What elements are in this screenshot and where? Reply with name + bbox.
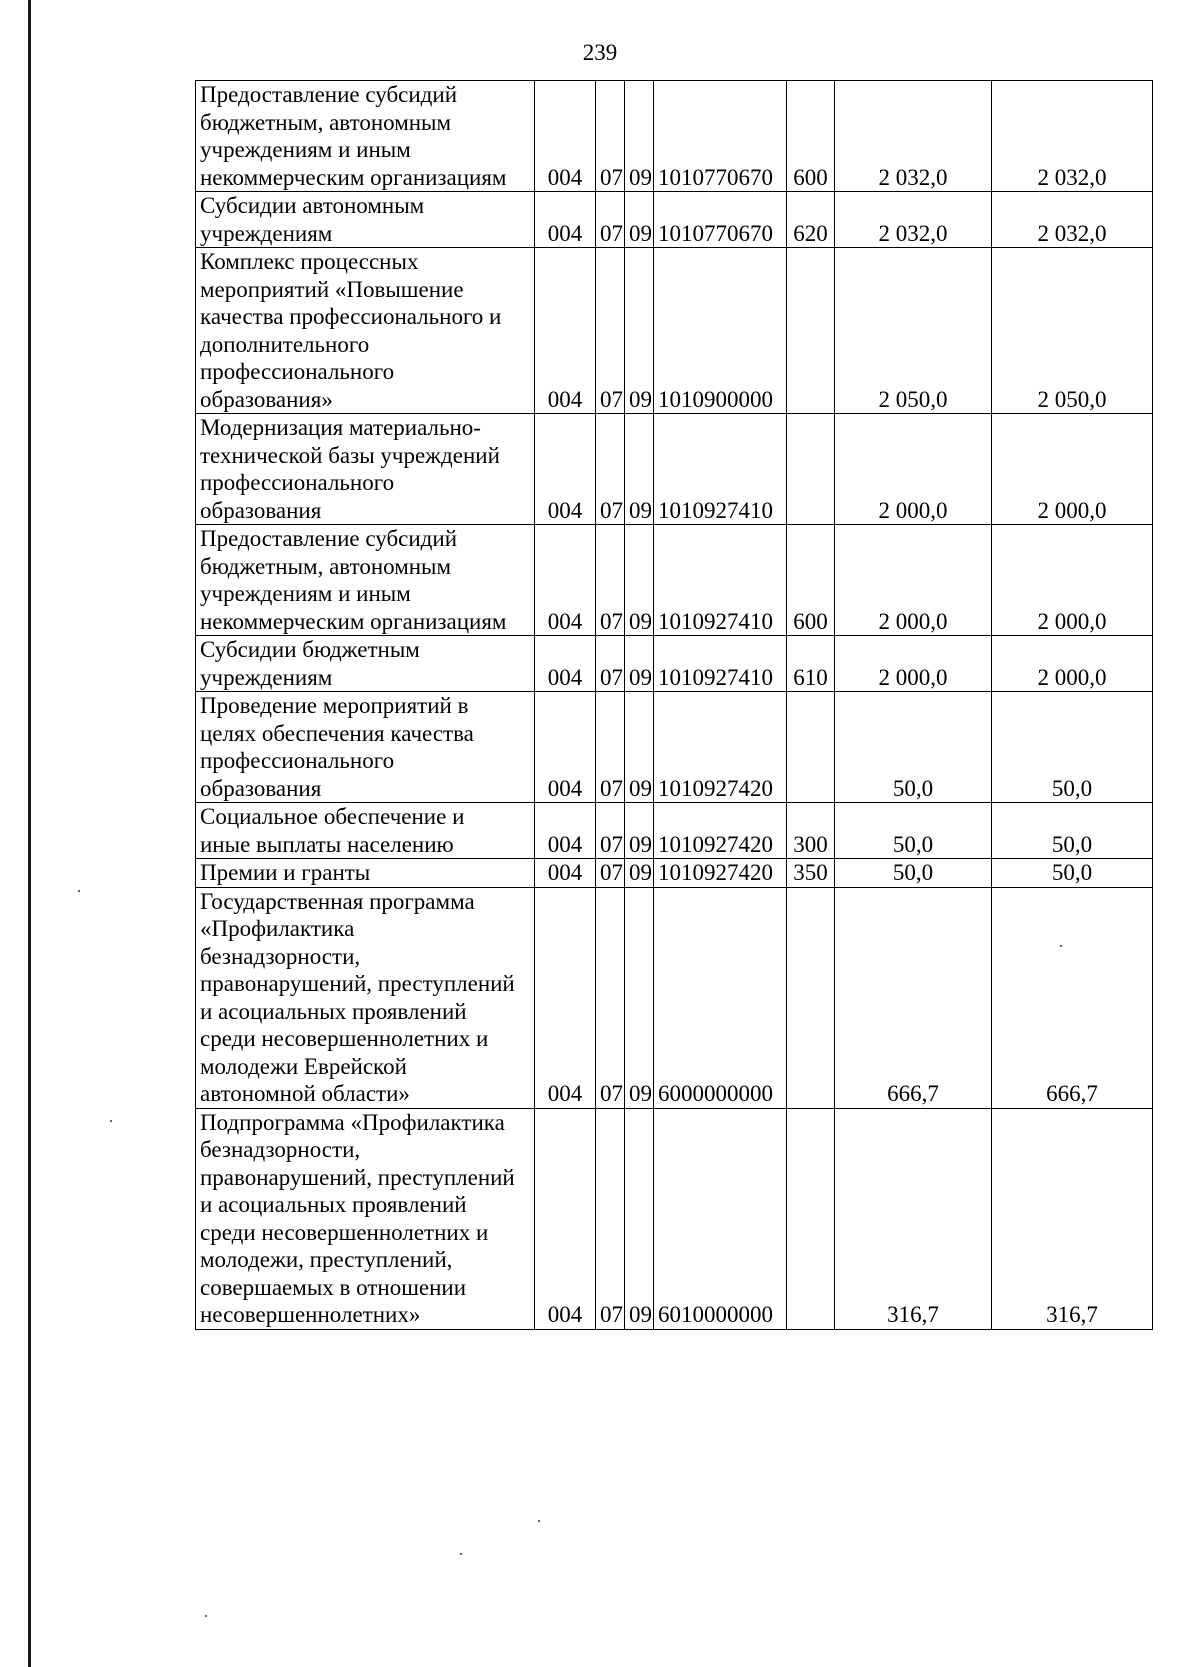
table-row	[196, 636, 1153, 692]
row-name-cell: Субсидии бюджетным учреждениям	[196, 636, 535, 692]
target-article-cell: 6000000000	[654, 887, 787, 1108]
grbs-code-cell: 004	[535, 81, 596, 192]
subsection-code-cell: 09	[625, 414, 654, 525]
table-row	[196, 525, 1153, 636]
amount-2-cell: 666,7	[992, 887, 1153, 1108]
table-row	[196, 859, 1153, 888]
amount-1-cell: 50,0	[835, 692, 992, 803]
table-row	[196, 81, 1153, 192]
table-row	[196, 692, 1153, 803]
expense-type-cell	[787, 887, 835, 1108]
scan-speck	[110, 1120, 112, 1122]
subsection-code-cell: 09	[625, 887, 654, 1108]
subsection-code-cell: 09	[625, 192, 654, 248]
scan-speck	[1060, 945, 1062, 947]
row-name-cell: Подпрограмма «Профилактика безнадзорности, правонарушений, преступлений и асоциальных проявлений среди несовершеннолетних и молодежи, преступлений, совершаемых в отношении несовершеннолетних»	[196, 1108, 535, 1329]
section-code-cell: 07	[596, 1108, 625, 1329]
expense-type-cell	[787, 248, 835, 414]
row-name-cell: Предоставление субсидий бюджетным, автономным учреждениям и иным некоммерческим организациям	[196, 525, 535, 636]
subsection-code-cell: 09	[625, 248, 654, 414]
row-name-cell: Социальное обеспечение и иные выплаты населению	[196, 803, 535, 859]
target-article-cell: 1010927420	[654, 692, 787, 803]
grbs-code-cell: 004	[535, 636, 596, 692]
target-article-cell: 1010900000	[654, 248, 787, 414]
table-row	[196, 192, 1153, 248]
amount-2-cell: 50,0	[992, 859, 1153, 888]
grbs-code-cell: 004	[535, 887, 596, 1108]
target-article-cell: 1010770670	[654, 81, 787, 192]
table-row	[196, 1108, 1153, 1329]
amount-2-cell: 316,7	[992, 1108, 1153, 1329]
table-row	[196, 414, 1153, 525]
section-code-cell: 07	[596, 859, 625, 888]
target-article-cell: 6010000000	[654, 1108, 787, 1329]
table-row	[196, 887, 1153, 1108]
grbs-code-cell: 004	[535, 1108, 596, 1329]
grbs-code-cell: 004	[535, 248, 596, 414]
amount-2-cell: 2 000,0	[992, 636, 1153, 692]
subsection-code-cell: 09	[625, 859, 654, 888]
grbs-code-cell: 004	[535, 525, 596, 636]
subsection-code-cell: 09	[625, 636, 654, 692]
section-code-cell: 07	[596, 81, 625, 192]
amount-2-cell: 2 032,0	[992, 192, 1153, 248]
amount-1-cell: 666,7	[835, 887, 992, 1108]
scan-speck	[538, 1520, 540, 1522]
amount-1-cell: 2 000,0	[835, 414, 992, 525]
amount-1-cell: 2 050,0	[835, 248, 992, 414]
expense-type-cell: 300	[787, 803, 835, 859]
expense-type-cell: 350	[787, 859, 835, 888]
grbs-code-cell: 004	[535, 414, 596, 525]
row-name-cell: Модернизация материально- технической базы учреждений профессионального образования	[196, 414, 535, 525]
section-code-cell: 07	[596, 248, 625, 414]
target-article-cell: 1010927420	[654, 859, 787, 888]
amount-2-cell: 2 000,0	[992, 525, 1153, 636]
amount-1-cell: 316,7	[835, 1108, 992, 1329]
grbs-code-cell: 004	[535, 692, 596, 803]
budget-table	[195, 80, 1153, 1330]
subsection-code-cell: 09	[625, 692, 654, 803]
grbs-code-cell: 004	[535, 192, 596, 248]
target-article-cell: 1010927410	[654, 525, 787, 636]
subsection-code-cell: 09	[625, 1108, 654, 1329]
expense-type-cell	[787, 692, 835, 803]
section-code-cell: 07	[596, 803, 625, 859]
target-article-cell: 1010927410	[654, 414, 787, 525]
table-row	[196, 248, 1153, 414]
amount-1-cell: 2 000,0	[835, 636, 992, 692]
scan-speck	[460, 1553, 462, 1555]
amount-2-cell: 2 032,0	[992, 81, 1153, 192]
section-code-cell: 07	[596, 192, 625, 248]
amount-2-cell: 2 000,0	[992, 414, 1153, 525]
target-article-cell: 1010927410	[654, 636, 787, 692]
table-row	[196, 803, 1153, 859]
amount-2-cell: 2 050,0	[992, 248, 1153, 414]
target-article-cell: 1010770670	[654, 192, 787, 248]
expense-type-cell: 600	[787, 81, 835, 192]
expense-type-cell	[787, 1108, 835, 1329]
expense-type-cell: 600	[787, 525, 835, 636]
target-article-cell: 1010927420	[654, 803, 787, 859]
row-name-cell: Комплекс процессных мероприятий «Повышение качества профессионального и дополнительного профессионального образования»	[196, 248, 535, 414]
scan-speck	[205, 1615, 207, 1617]
amount-1-cell: 2 000,0	[835, 525, 992, 636]
grbs-code-cell: 004	[535, 859, 596, 888]
expense-type-cell: 620	[787, 192, 835, 248]
row-name-cell: Государственная программа «Профилактика безнадзорности, правонарушений, преступлений и асоциальных проявлений среди несовершеннолетних и молодежи Еврейской автономной области»	[196, 887, 535, 1108]
subsection-code-cell: 09	[625, 525, 654, 636]
expense-type-cell	[787, 414, 835, 525]
page-number: 239	[582, 40, 618, 65]
budget-table-body	[196, 81, 1153, 1330]
section-code-cell: 07	[596, 692, 625, 803]
section-code-cell: 07	[596, 525, 625, 636]
amount-1-cell: 50,0	[835, 859, 992, 888]
subsection-code-cell: 09	[625, 81, 654, 192]
row-name-cell: Предоставление субсидий бюджетным, автономным учреждениям и иным некоммерческим организациям	[196, 81, 535, 192]
section-code-cell: 07	[596, 414, 625, 525]
row-name-cell: Субсидии автономным учреждениям	[196, 192, 535, 248]
row-name-cell: Премии и гранты	[196, 859, 535, 888]
amount-1-cell: 2 032,0	[835, 81, 992, 192]
amount-1-cell: 2 032,0	[835, 192, 992, 248]
section-code-cell: 07	[596, 636, 625, 692]
row-name-cell: Проведение мероприятий в целях обеспечения качества профессионального образования	[196, 692, 535, 803]
amount-2-cell: 50,0	[992, 692, 1153, 803]
expense-type-cell: 610	[787, 636, 835, 692]
amount-1-cell: 50,0	[835, 803, 992, 859]
subsection-code-cell: 09	[625, 803, 654, 859]
section-code-cell: 07	[596, 887, 625, 1108]
scan-edge-line	[28, 0, 31, 1667]
grbs-code-cell: 004	[535, 803, 596, 859]
scan-speck	[78, 890, 80, 892]
amount-2-cell: 50,0	[992, 803, 1153, 859]
